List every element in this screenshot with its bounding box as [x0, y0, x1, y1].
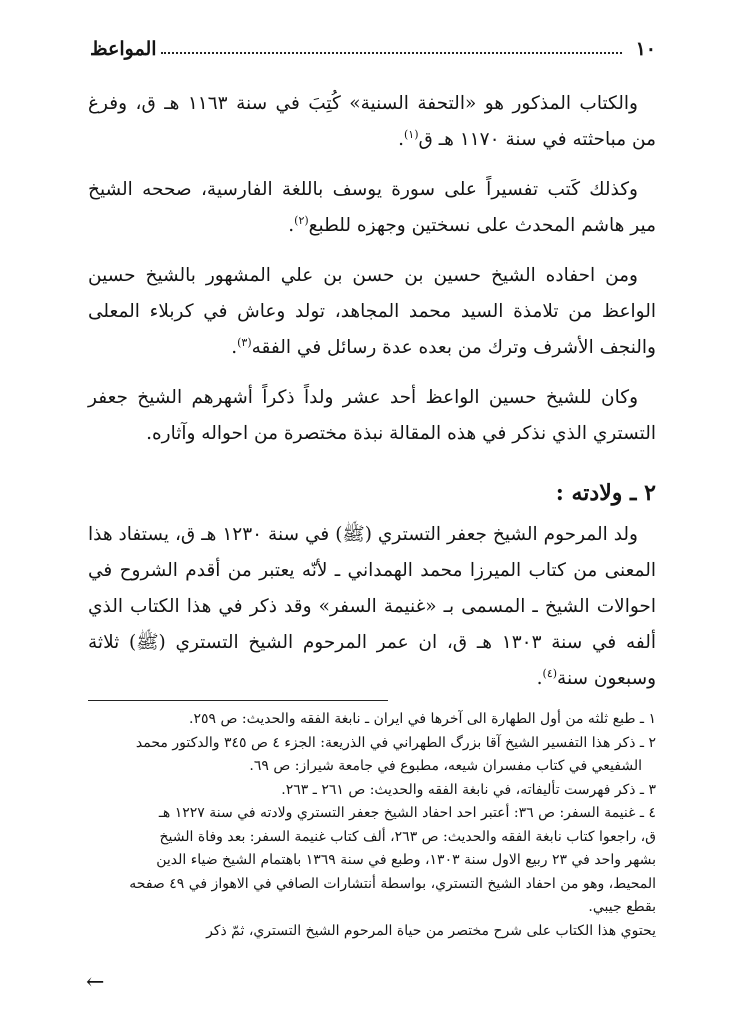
paragraph: ولد المرحوم الشيخ جعفر التستري (ﷺ) في سنة ١٢٣٠ هـ ق، يستفاد هذا المعنى من كتاب الميرزا محمد الهمداني ـ لأنّه يعتبر من أقدم الشروح في احوالات الشيخ ـ المسمى بـ «غنيمة السفر» وقد ذكر في هذا الكتاب الذي ألفه في سنة ١٣٠٣ هـ ق، ان عمر المرحوم الشيخ التستري (ﷺ) ثلاثة وسبعون سنة$^{(٤)}$. — [88, 524, 656, 689]
footnote-ref[interactable]: (٤) — [542, 666, 558, 680]
footnote-3: ٣ ـ ذكر فهرست تأليفاته، في نابغة الفقه والحديث: ص ٢٦١ ـ ٢٦٣. — [281, 781, 656, 798]
header-dot-leader — [161, 52, 622, 54]
section-text — [88, 517, 656, 697]
footnotes — [88, 708, 656, 943]
paragraph: وكذلك كَتب تفسيراً على سورة يوسف باللغة الفارسية، صححه الشيخ مير هاشم المحدث على نسختين وجهزه للطبع$^{(٢)}$. — [88, 179, 656, 236]
paragraph: ومن احفاده الشيخ حسين بن حسن بن علي المشهور بالشيخ حسين الواعظ من تلامذة السيد محمد المجاهد، تولد وعاش في كربلاء المعلى والنجف الأشرف وترك من بعده عدة رسائل في الفقه$^{(٣)}$. — [88, 265, 656, 358]
running-title: المواعظ — [90, 38, 157, 60]
footnote-ref[interactable]: (٢) — [294, 213, 309, 227]
footnote-separator — [88, 700, 388, 701]
continuation-arrow-icon: ← — [86, 970, 105, 995]
section-heading: ٢ ـ ولادته : — [555, 480, 656, 506]
footnote-ref[interactable]: (٣) — [237, 335, 252, 349]
paragraph: والكتاب المذكور هو «التحفة السنية» كُتِبَ في سنة ١١٦٣ هـ ق، وفرغ من مباحثته في سنة ١١٧٠ هـ ق$^{(١)}$. — [88, 93, 656, 150]
paragraph: وكان للشيخ حسين الواعظ أحد عشر ولداً ذكراً أشهرهم الشيخ جعفر التستري الذي نذكر في هذه المقالة نبذة مختصرة من احواله وآثاره. — [88, 387, 656, 444]
running-header — [90, 30, 656, 60]
footnote-ref[interactable]: (١) — [404, 127, 419, 141]
main-text — [88, 86, 656, 452]
footnote-1: ١ ـ طبع ثلثه من أول الطهارة الى آخرها في ايران ـ نابغة الفقه والحديث: ص ٢٥٩. — [189, 711, 656, 727]
page-number: ١٠ — [635, 38, 656, 60]
footnote-4: ٤ ـ غنيمة السفر: ص ٣٦: أعتبر احد احفاد الشيخ جعفر التستري ولادته في سنة ١٢٢٧ هـ ق، راجعوا كتاب نابغة الفقه والحديث: ص ٢٦٣، ألف كتاب غنيمة السفر: بعد وفاة الشيخ بشهر واحد في ٢٣ ربيع الاول سنة ١٣٠٣، وطبع في سنة ١٣٦٩ باهتمام الشيخ ضياء الدين المحيط، وهو من احفاد الشيخ التستري، بواسطة أنتشارات الصافي في الاهواز في ٤٩ صفحه بقطع جيبي. يحتوي هذا الكتاب على شرح مختصر من حياة المرحوم الشيخ التستري، ثمّ ذكر — [129, 805, 656, 939]
footnote-2: ٢ ـ ذكر هذا التفسير الشيخ آقا بزرگ الطهراني في الذريعة: الجزء ٤ ص ٣٤٥ والدكتور محمد الشفيعي في كتاب مفسران شيعه، مطبوع في جامعة شيراز: ص ٦٩. — [135, 734, 656, 774]
